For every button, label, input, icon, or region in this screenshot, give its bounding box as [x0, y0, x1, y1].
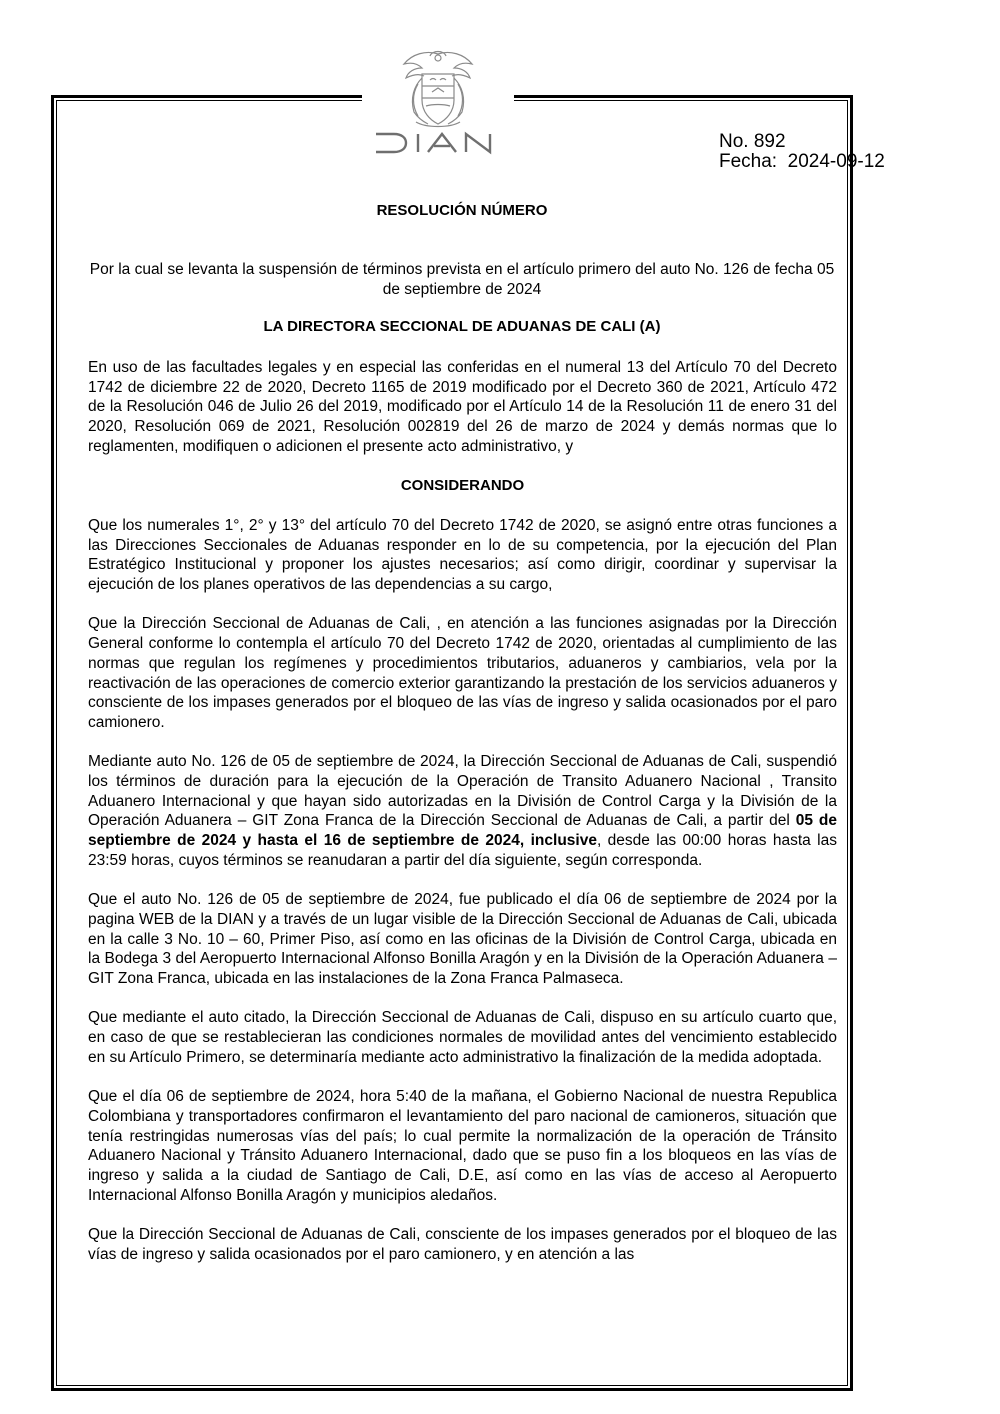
date-value: 2024-09-12 — [787, 151, 885, 172]
paragraph-4: Que el auto No. 126 de 05 de septiembre de 2024, fue publicado el día 06 de septiembre de 2024 por la pagina WEB de la DIAN y a través de un lugar visible de la Dirección Seccional de Aduanas de Cali, ubicada en la calle 3 No. 10 – 60, Primer Piso, así como en las oficinas de la División de Control Carga, ubicada en la Bodega 3 del Aeropuerto Internacional Alfonso Bonilla Aragón y en la División de la Operación Aduanera – GIT Zona Franca, ubicada en las instalaciones de la Zona Franca Palmaseca. — [88, 891, 837, 988]
paragraph-5: Que mediante el auto citado, la Dirección Seccional de Aduanas de Cali, dispuso en su artículo cuarto que, en caso de que se restablecieran las condiciones normales de movilidad antes del vencimiento establecido en su Artículo Primero, se determinaría mediante acto administrativo la finalización de la medida adoptada. — [88, 1009, 837, 1066]
paragraph-7: Que la Dirección Seccional de Aduanas de Cali, consciente de los impases generados por el bloqueo de las vías de ingreso y salida ocasionados por el paro camionero, y en atención a las — [88, 1226, 837, 1263]
paragraph-1: Que los numerales 1°, 2° y 13° del artículo 70 del Decreto 1742 de 2020, se asignó entre otras funciones a las Direcciones Seccionales de Aduanas responder en lo de su competencia, por la ejecución del Plan Estratégico Institucional y proponer los ajustes necesarios; así como dirigir, coordinar y supervisar la ejecución de los planes operativos de las dependencias a su cargo, — [88, 516, 837, 594]
resolution-number: No. 892 — [719, 131, 786, 152]
paragraph-3-start: Mediante auto No. 126 de 05 de septiembre de 2024, la Dirección Seccional de Aduanas de Cali, suspendió los términos de duración para la ejecución de la Operación de Transito Aduanero Nacional , Transito Aduanero Internacional y que hayan sido autorizadas en la División de Control Carga y la División de la Operación Aduanera – GIT Zona Franca de la Dirección Seccional de Aduanas de Cali, a partir del — [88, 753, 837, 830]
coat-of-arms-icon — [368, 42, 508, 160]
document-body — [88, 358, 837, 1284]
considerando-heading: CONSIDERANDO — [400, 477, 525, 495]
issuing-authority: LA DIRECTORA SECCIONAL DE ADUANAS DE CALI (A) — [263, 318, 661, 335]
document-subject: Por la cual se levanta la suspensión de términos prevista en el artículo primero del auto No. 126 de fecha 05 de septiembre de 2024 — [89, 261, 835, 298]
paragraph-3 — [88, 752, 837, 870]
dian-logo — [368, 42, 508, 160]
paragraph-2: Que la Dirección Seccional de Aduanas de Cali, , en atención a las funciones asignadas por la Dirección General conforme lo contempla el artículo 70 del Decreto 1742 de 2020, orientadas al cumplimiento de las normas que regulan los regímenes y procedimientos tributarios, aduaneros y cambiarios, vela por la reactivación de las operaciones de comercio exterior garantizando la prestación de los servicios aduaneros y consciente de los impases generados por el bloqueo de las vías de ingreso y salida ocasionados por el paro camionero. — [88, 615, 837, 731]
logo-text: DIAN — [438, 154, 441, 155]
document-title: RESOLUCIÓN NÚMERO — [376, 202, 548, 219]
paragraph-3-bold: 05 de septiembre de 2024 y hasta el 16 de septiembre de 2024, inclusive — [88, 812, 837, 850]
date-label: Fecha: — [719, 151, 778, 172]
paragraph-6: Que el día 06 de septiembre de 2024, hora 5:40 de la mañana, el Gobierno Nacional de nuestra Republica Colombiana y transportadores confirmaron el levantamiento del paro nacional de camioneros, situación que tenía restringidas numerosas vías del país; lo cual permite la normalización de la operación de Tránsito Aduanero Nacional y Tránsito Aduanero Internacional, dado que se puso fin a los bloqueos en las vías de ingreso y salida a la ciudad de Santiago de Cali, D.E, así como en las vías de acceso al Aeropuerto Internacional Alfonso Bonilla Aragón y municipios aledaños. — [88, 1088, 837, 1204]
resolution-date — [719, 152, 885, 172]
preamble-paragraph: En uso de las facultades legales y en especial las conferidas en el numeral 13 del Artículo 70 del Decreto 1742 de diciembre 22 de 2020, Decreto 1165 de 2019 modificado por el Decreto 360 de 2021, Artículo 472 de la Resolución 046 de Julio 26 del 2019, modificado por el Artículo 14 de la Resolución 11 de enero 31 del 2020, Resolución 069 de 2021, Resolución 002819 del 26 de marzo de 2024 y demás normas que lo reglamenten, modifiquen o adicionen el presente acto administrativo, y — [88, 359, 837, 455]
paragraph-3-end: , desde las 00:00 horas hasta las 23:59 horas, cuyos términos se reanudaran a partir del día siguiente, según corresponda. — [88, 832, 837, 869]
